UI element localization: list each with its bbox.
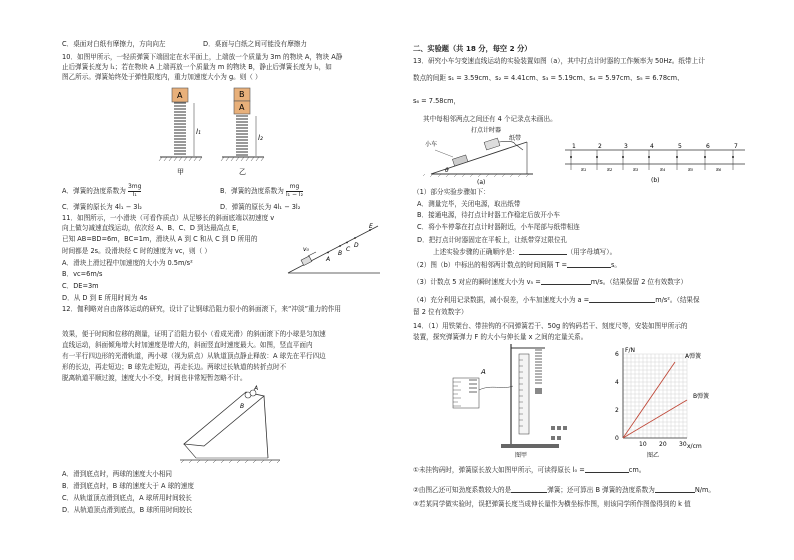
label-l2: l₂ bbox=[258, 134, 263, 142]
q10-a-numerator: 3mg bbox=[127, 183, 142, 190]
q10-option-d: D．弹簧的原长为 4l₁ − 3l₂ bbox=[220, 203, 301, 211]
label-fig-jia: 图甲 bbox=[515, 452, 528, 458]
q12-stem-5: 形的长边，再走短边；B 球先走短边，再走长边。两球过长轨道的转折点时不 bbox=[62, 363, 287, 371]
q11-stem-4: 时间都是 2s。设滑块经 C 时的速度为 vc，则（ ） bbox=[62, 247, 211, 255]
q14-apparatus-figure bbox=[451, 340, 577, 458]
graph-x-tick: 10 bbox=[639, 441, 647, 448]
tape-dot bbox=[622, 156, 624, 158]
q13-part2 bbox=[413, 261, 621, 270]
q11-stem-3: 已知 AB=BD=6m，BC=1m，滑块从 A 到 C 和从 C 到 D 所用的 bbox=[62, 235, 258, 243]
graph-label-a: A弹簧 bbox=[685, 353, 702, 360]
graph-y-label: F/N bbox=[625, 347, 635, 354]
tape-dot bbox=[596, 156, 598, 158]
q13-step-d: D．把打点计时器固定在平板上，让纸带穿过限位孔 bbox=[417, 236, 568, 244]
tape-spacing-label: s₃ bbox=[633, 167, 639, 173]
tape-number: 6 bbox=[706, 143, 710, 150]
label-theta: θ bbox=[445, 167, 449, 174]
spring-constant-blank[interactable] bbox=[655, 486, 695, 493]
tape-dot bbox=[570, 156, 572, 158]
q13-stem-3: s₆ = 7.58cm， bbox=[413, 97, 461, 105]
q10-option-b-text: B．弹簧的劲度系数为 bbox=[220, 187, 284, 196]
tape-number: 4 bbox=[650, 143, 654, 150]
q12-option-a: A．滑到底点时，两球的速度大小相同 bbox=[62, 470, 173, 478]
q13-stem-4: 其中每相邻两点之间还有 4 个记录点未画出。 bbox=[423, 115, 557, 123]
q11-option-d: D．从 D 到 E 所用时间为 4s bbox=[62, 294, 148, 302]
q13-step-b: B．接通电源，待打点计时器工作稳定后放开小车 bbox=[417, 211, 560, 219]
q10-a-denominator: l₁ bbox=[132, 190, 137, 198]
fig-label-yi: 乙 bbox=[239, 168, 246, 176]
q13-figure-a bbox=[423, 124, 543, 186]
q10-option-a bbox=[62, 184, 141, 198]
label-point-d: D bbox=[354, 242, 359, 249]
label-point-c: C bbox=[346, 246, 351, 253]
q14-part2-text: ②由图乙还可知劲度系数较大的是 bbox=[413, 486, 512, 494]
q10-spring-figure bbox=[150, 86, 290, 178]
q13-step-c: C．将小车停靠在打点计时器附近，小车尾部与纸带相连 bbox=[417, 223, 580, 231]
q12-option-d: D．从轨道顶点滑到底点，B 球所用时间较长 bbox=[62, 506, 193, 514]
q12-parallelogram-figure bbox=[176, 384, 286, 464]
q14-part2-unit: N/m。 bbox=[694, 486, 716, 494]
order-answer-blank[interactable] bbox=[519, 248, 567, 255]
q10-b-denominator: l₁ − l₂ bbox=[285, 190, 303, 198]
tape-spacing-label: s₂ bbox=[607, 167, 613, 173]
spring-jia bbox=[159, 88, 202, 176]
q11-option-a: A．滑块上滑过程中加速度的大小为 0.5m/s² bbox=[62, 259, 193, 267]
velocity-answer-blank[interactable] bbox=[541, 278, 591, 285]
q13-stem-2: 数点的间距 s₁ = 3.59cm、s₂ = 4.41cm、s₃ = 5.19cm、s₄ = 5.97cm、s₅ = 6.78cm、 bbox=[413, 74, 684, 82]
q11-option-c: C．DE=3m bbox=[62, 282, 99, 290]
q14-stem-2: 装置，探究弹簧弹力 F 的大小与伸长量 x 之间的定量关系。 bbox=[413, 333, 588, 341]
q13-step-a: A．测量完毕，关闭电源，取出纸带 bbox=[417, 200, 521, 208]
right-column bbox=[397, 0, 794, 560]
label-point-a: A bbox=[326, 256, 331, 263]
label-v0: v₀ bbox=[303, 246, 309, 253]
q10-stem-2: 止后弹簧长度为 l₁；若在物块 A 上端再放一个质量为 m 的物块 B，静止后弹簧长度为 l₂，如 bbox=[62, 63, 332, 71]
graph-x-label: x/cm bbox=[687, 443, 702, 450]
q11-option-b: B．vc=6m/s bbox=[62, 270, 103, 278]
tape-number: 2 bbox=[598, 143, 602, 150]
q12-stem-4: 有一平行四边形的光滑轨道，两小球（视为质点）从轨道顶点静止释放：A 球先在平行四边 bbox=[62, 352, 326, 360]
block-a-label-yi: A bbox=[239, 103, 245, 112]
graph-y-tick: 4 bbox=[615, 379, 619, 386]
tape-number: 1 bbox=[572, 143, 576, 150]
label-fig-b: (b) bbox=[651, 177, 660, 184]
q10-b-numerator: mg bbox=[286, 184, 303, 192]
q14-part1-unit: cm。 bbox=[628, 466, 646, 474]
acceleration-answer-blank[interactable] bbox=[589, 296, 655, 303]
q12-option-b: B．滑到底点时，B 球的速度大于 A 球的速度 bbox=[62, 482, 194, 490]
tape-dot bbox=[676, 156, 678, 158]
label-tape: 纸带 bbox=[509, 135, 522, 142]
q13-order-text: 上述实验步骤的正确顺序是： bbox=[433, 248, 519, 256]
tape-spacing-label: s₅ bbox=[688, 167, 694, 173]
graph-y-tick: 6 bbox=[615, 351, 619, 358]
q11-incline-figure bbox=[284, 218, 384, 280]
q13-part3-unit: m/s。（结果保留 2 位有效数字） bbox=[590, 278, 688, 286]
svg-text:A: A bbox=[481, 368, 486, 376]
tape-number: 5 bbox=[678, 143, 682, 150]
label-point-e: E bbox=[369, 223, 373, 230]
q14-part1-text: ①未挂钩码时，弹簧原长放大如图甲所示，可读得原长 l₀ = bbox=[413, 466, 585, 474]
block-a-label-jia: A bbox=[177, 91, 183, 100]
q10-option-b bbox=[220, 184, 303, 198]
q12-option-c: C．从轨道顶点滑到底点，A 球所用时间较长 bbox=[62, 494, 192, 502]
q13-part1: （1）部分实验步骤如下： bbox=[413, 188, 490, 196]
q13-part4-unit: m/s²。（结果保 bbox=[655, 296, 700, 304]
block-b-label: B bbox=[239, 90, 245, 99]
q12-stem-6: 脱离轨道平顺过渡，速度大小不变，时间也非常短暂忽略不计。 bbox=[62, 374, 247, 382]
q11-stem-2: 向上做匀减速直线运动，依次经 A、B、C、D 到达最高点 E， bbox=[62, 224, 243, 232]
q14-part1 bbox=[413, 466, 645, 475]
spring-yi bbox=[221, 88, 264, 176]
q12-stem-3: 直线运动，斜面倾角增大时加速度是增大的，斜面竖直时速度最大。如图，竖直平面内 bbox=[62, 341, 313, 349]
tape-dot bbox=[648, 156, 650, 158]
q13-figure-b-tape bbox=[561, 140, 749, 186]
stiffer-spring-blank[interactable] bbox=[511, 486, 547, 493]
tape-spacing-label: s₁ bbox=[581, 167, 587, 173]
q10-stem-1: 10．如图甲所示，一轻质弹簧下端固定在水平面上，上端放一个质量为 3m 的物块 A，物块 A静 bbox=[62, 53, 343, 61]
q12-stem-2: 效果，便于时间和位移的测量，证明了沿阻力很小（看成光滑）的斜面滚下的小球是匀加速 bbox=[62, 330, 326, 338]
q13-part3-text: （3）计数点 5 对应的瞬时速度大小为 v₅ = bbox=[413, 278, 541, 286]
tape-spacing-label: s₆ bbox=[716, 167, 722, 173]
length-answer-blank[interactable] bbox=[585, 466, 629, 473]
q11-stem-1: 11．如图所示，一小滑块（可看作质点）从足够长的斜面底端以初速度 v bbox=[62, 214, 275, 222]
graph-label-b: B弹簧 bbox=[693, 393, 710, 400]
q14-part2-mid: 弹簧；还可算出 B 弹簧的劲度系数为 bbox=[547, 486, 655, 494]
graph-y-tick: 2 bbox=[615, 407, 619, 414]
graph-x-tick: 20 bbox=[659, 441, 667, 448]
label-fig-yi: 图乙 bbox=[647, 452, 660, 459]
q13-stem-1: 13．研究小车匀变速直线运动的实验装置如图（a），其中打点计时器的工作频率为 50Hz。纸带上计 bbox=[413, 57, 705, 65]
q13-part4-text: （4）充分利用记录数据，减小误差，小车加速度大小为 a = bbox=[413, 296, 590, 304]
q13-part3 bbox=[413, 278, 687, 287]
q10-option-c: C．弹簧的原长为 4l₁ − 3l₂ bbox=[62, 203, 142, 211]
label-ball-b: B bbox=[240, 403, 245, 410]
q13-part2-text: （2）图（b）中标出的相邻两计数点的时间间隔 T = bbox=[413, 261, 567, 269]
q9-option-d: D．桌面与白纸之间可能没有摩擦力 bbox=[203, 40, 307, 48]
q13-part2-unit: s。 bbox=[611, 261, 622, 269]
fig-label-jia: 甲 bbox=[177, 168, 184, 176]
tape-dot bbox=[732, 156, 734, 158]
q14-force-extension-graph bbox=[609, 340, 729, 460]
label-point-b: B bbox=[338, 250, 343, 257]
period-answer-blank[interactable] bbox=[567, 261, 611, 268]
q12-stem-1: 12．伽利略对自由落体运动的研究，设计了让钢球沿阻力很小的斜面滚下，来“冲淡”重力的作用 bbox=[62, 305, 341, 313]
q14-stem-1: 14．（1）用铁架台、带挂钩的不同弹簧若干、50g 的钩码若干、刻度尺等，安装如图甲所示的 bbox=[413, 322, 688, 330]
tape-spacing-label: s₄ bbox=[660, 167, 666, 173]
section-heading: 二、实验题（共 18 分，每空 2 分） bbox=[413, 44, 532, 53]
q14-part2 bbox=[413, 486, 715, 495]
q9-option-c: C．桌面对白纸有摩擦力，方向向左 bbox=[62, 40, 166, 48]
q14-part3: ③若某同学做实验时，误把弹簧长度当成伸长量作为横坐标作图，则该同学所作图像得到的 k 值 bbox=[413, 500, 691, 508]
label-fig-a: (a) bbox=[477, 179, 486, 186]
label-car: 小车 bbox=[425, 141, 438, 148]
graph-line-a bbox=[623, 362, 675, 438]
q13-part4 bbox=[413, 296, 700, 305]
q13-order bbox=[433, 248, 616, 257]
graph-y-tick: 0 bbox=[615, 435, 619, 442]
label-ball-a: A bbox=[254, 385, 259, 392]
graph-x-tick: 30 bbox=[679, 441, 687, 448]
q13-order-hint: （用字母填写）。 bbox=[566, 248, 617, 256]
q10-stem-3: 图乙所示。弹簧始终处于弹性限度内，重力加速度大小为 g。则（ ） bbox=[62, 73, 262, 81]
q13-part4-cont: 留 2 位有效数字） bbox=[413, 308, 468, 316]
tape-number: 3 bbox=[624, 143, 628, 150]
tape-number: 7 bbox=[734, 143, 738, 150]
label-l1: l₁ bbox=[196, 128, 201, 136]
q10-option-a-text: A．弹簧的劲度系数为 bbox=[62, 187, 126, 196]
label-timer: 打点计时器 bbox=[471, 127, 502, 134]
tape-dot bbox=[704, 156, 706, 158]
